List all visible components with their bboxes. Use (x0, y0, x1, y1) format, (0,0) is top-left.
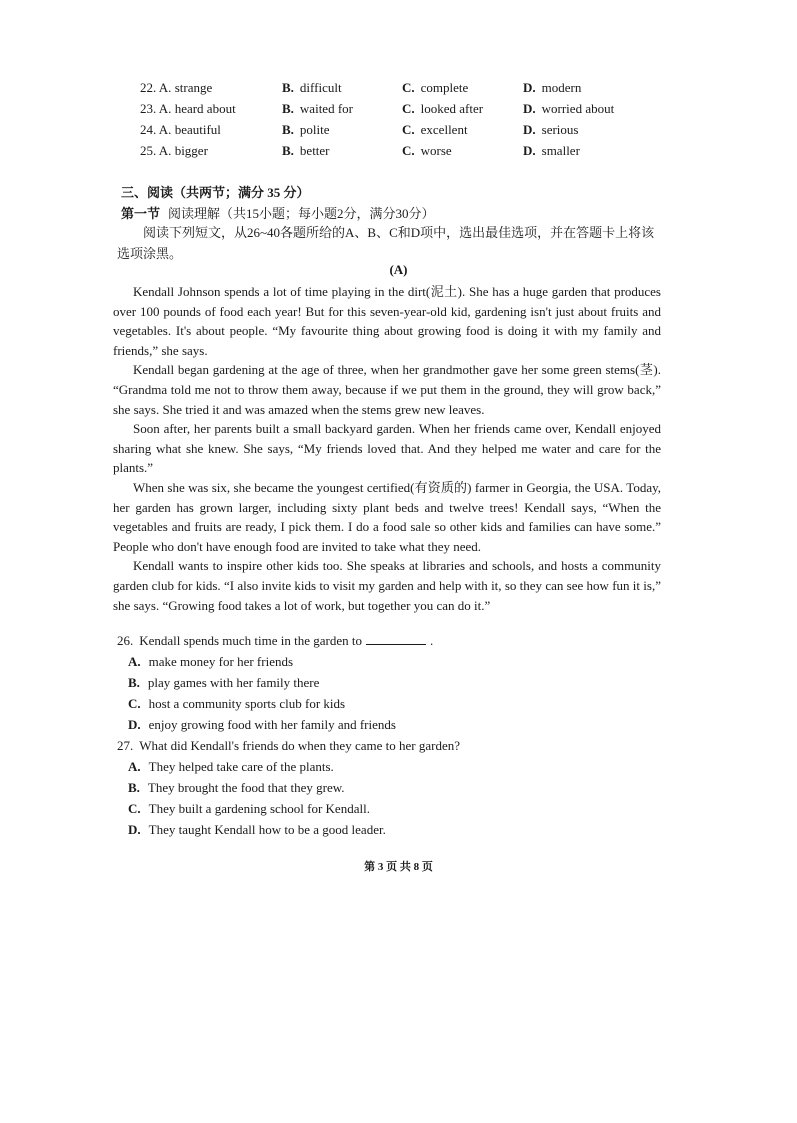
question-27-option-a: A. They helped take care of the plants. (128, 759, 334, 774)
answer-blank (366, 633, 426, 645)
option-23-d: D. worried about (523, 101, 615, 116)
passage-paragraph: Kendall began gardening at the age of three, when her grandmother gave her some green stems(茎). “Grandma told me not to throw them away, because if we put them in the ground, they will grow back,” she says. She tried it and was amazed when the stems grew new leaves. (113, 362, 661, 417)
question-26-option-c: C. host a community sports club for kids (128, 696, 346, 711)
section-title: 三、阅读（共两节；满分 35 分） (121, 185, 310, 200)
option-25-b: B. better (282, 143, 330, 158)
option-row-24 (140, 122, 660, 142)
option-row-25 (140, 143, 660, 163)
passage-body (113, 282, 661, 615)
option-23-b: B. waited for (282, 101, 353, 116)
question-26-option-b: B. play games with her family there (128, 675, 320, 690)
option-24-d: D. serious (523, 122, 579, 137)
instructions: 阅读下列短文，从26~40各题所给的A、B、C和D项中，选出最佳选项，并在答题卡上将该选项涂黑。 (117, 225, 655, 261)
option-24-c: C. excellent (402, 122, 468, 137)
question-26-option-d: D. enjoy growing food with her family and friends (128, 717, 396, 732)
option-row-22 (140, 80, 660, 100)
option-25-c: C. worse (402, 143, 452, 158)
option-22-d: D. modern (523, 80, 582, 95)
part-label: 第一节 (121, 206, 161, 221)
option-24-b: B. polite (282, 122, 330, 137)
question-26-stem: 26. Kendall spends much time in the garden to . (117, 633, 434, 648)
option-row-23 (140, 101, 660, 121)
question-27-option-d: D. They taught Kendall how to be a good leader. (128, 822, 386, 837)
question-27-stem: 27. What did Kendall's friends do when they came to her garden? (117, 738, 460, 753)
option-25-a: 25. A. bigger (140, 143, 208, 158)
option-23-a: 23. A. heard about (140, 101, 236, 116)
passage-paragraph: Kendall Johnson spends a lot of time playing in the dirt(泥土). She has a huge garden that produces over 100 pounds of food each year! But for this seven-year-old kid, gardening isn't just about fruits and vegetables. It's about people. “My favourite thing about growing food is doing it with my family and friends,” she says. (113, 284, 661, 358)
option-23-c: C. looked after (402, 101, 484, 116)
passage-title: (A) (389, 262, 408, 277)
page-number: 第 3 页 共 8 页 (364, 861, 433, 873)
passage-paragraph: When she was six, she became the youngest certified(有资质的) farmer in Georgia, the USA. Today, her garden has grown larger, including sixty plant beds and twelve trees! Kendall says, “When the vegetables and fruits are ready, I pick them. I do a food sale so other kids and families can have some.” People who don't have enough food are invited to take what they need. (113, 479, 661, 554)
part-title: 第一节 阅读理解（共15小题；每小题2分，满分30分） (121, 206, 435, 221)
question-27-option-b: B. They brought the food that they grew. (128, 780, 345, 795)
option-25-d: D. smaller (523, 143, 580, 158)
question-26-option-a: A. make money for her friends (128, 654, 294, 669)
option-22-b: B. difficult (282, 80, 342, 95)
passage-paragraph: Soon after, her parents built a small backyard garden. When her friends came over, Kendall enjoyed sharing what she knew. She says, “My friends loved that. And they helped me water and care for the plants.” (113, 421, 661, 476)
passage-paragraph: Kendall wants to inspire other kids too. She speaks at libraries and schools, and hosts a community garden club for kids. “I also invite kids to visit my garden and help with it, so they can see how fun it is,” she says. “Growing food takes a lot of work, but together you can do it.” (113, 558, 661, 613)
option-22-c: C. complete (402, 80, 469, 95)
question-27-option-c: C. They built a gardening school for Kendall. (128, 801, 370, 816)
option-24-a: 24. A. beautiful (140, 122, 221, 137)
option-22-a: 22. A. strange (140, 80, 213, 95)
